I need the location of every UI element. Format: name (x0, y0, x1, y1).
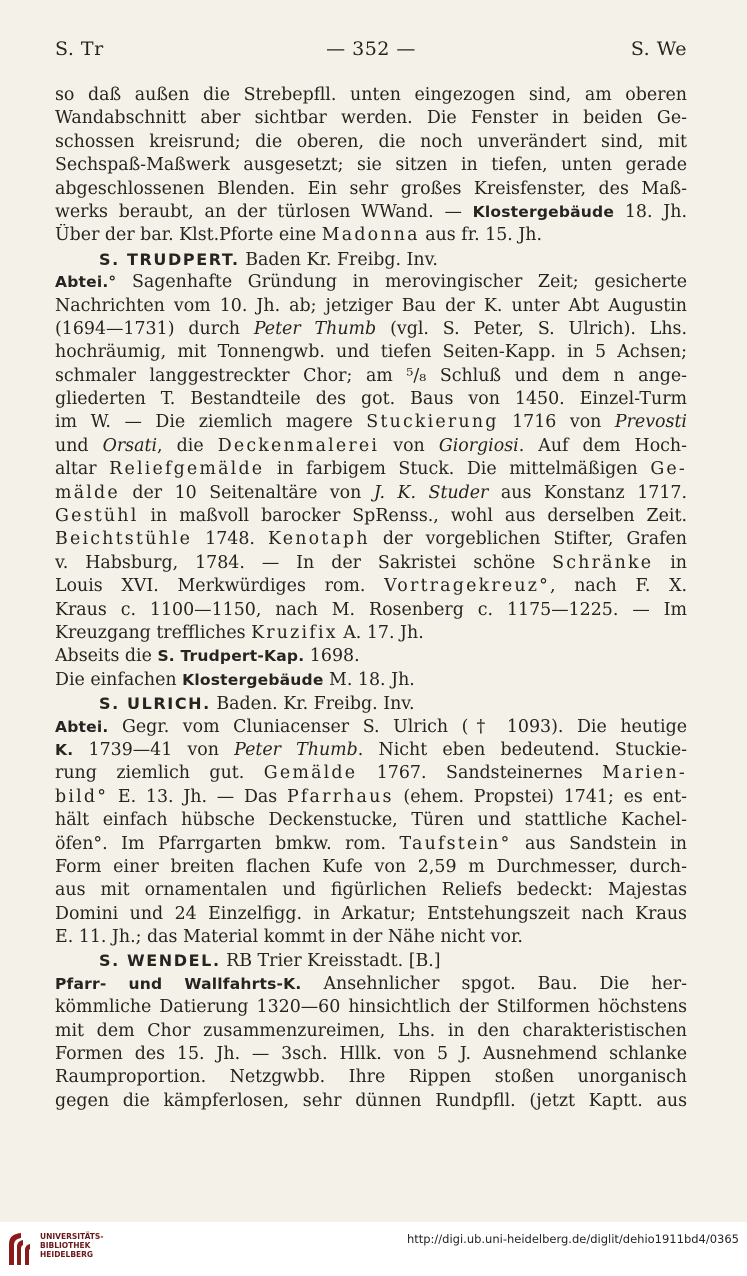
text-run: Gemälde (263, 763, 358, 784)
subheading: S. Trudpert-Kap. (157, 647, 305, 666)
text-run: kömmliche Datierung 1320—60 hinsichtlich der Stilformen höchstens (55, 997, 687, 1018)
text-line (55, 903, 687, 926)
text-run: gliederten T. Bestandteile des got. Baus von 1450. Einzel-Turm (55, 389, 687, 410)
text-run: von (379, 435, 439, 456)
text-run: Formen des 15. Jh. — 3sch. Hllk. von 5 J. Ausnehmend schlanke (55, 1044, 687, 1065)
text-line (55, 154, 687, 177)
text-run: Abseits die (55, 646, 158, 667)
text-run: , die (157, 435, 218, 456)
text-run: Louis XVI. Merkwürdiges rom. (55, 576, 385, 597)
text-line (55, 879, 687, 902)
text-run: 1748. (192, 529, 268, 550)
text-run: . Auf dem Hoch- (518, 435, 687, 456)
text-run: Pfarrhaus (287, 786, 394, 807)
text-run: Kraus c. 1100—1150, nach M. Rosenberg c. 1175—1225. — Im (55, 599, 687, 620)
text-line (55, 599, 687, 622)
text-run: Prevosti (614, 412, 687, 433)
text-run: und (55, 435, 103, 456)
text-line (55, 716, 687, 739)
text-line (55, 365, 687, 388)
text-line (55, 926, 687, 949)
text-line (55, 482, 687, 505)
text-run: Madonna (321, 225, 420, 246)
text-run: Deckenmalerei (217, 435, 380, 456)
text-run: Peter Thumb (234, 739, 358, 760)
text-run: Schränke (552, 552, 654, 573)
text-run: Gestühl (55, 506, 139, 527)
text-run: (ehem. Propstei) 1741; es ent- (393, 786, 687, 807)
body-text (55, 84, 687, 1113)
text-line (55, 435, 687, 458)
text-run: Reliefgemälde (109, 459, 265, 480)
text-run: J. K. Studer (373, 482, 489, 503)
text-line (55, 949, 687, 972)
text-run: Raumproportion. Netzgwbb. Ihre Rippen stoßen unorganisch (55, 1067, 687, 1088)
library-name-line: UNIVERSITÄTS- (40, 1232, 104, 1241)
text-run: E. 13. Jh. — Das (108, 786, 287, 807)
text-run: mälde (55, 482, 120, 503)
text-run: Wandabschnitt aber sichtbar werden. Die Fenster in beiden Ge- (55, 108, 687, 129)
running-head-right: S. We (630, 38, 687, 60)
text-run: aus fr. 15. Jh. (419, 225, 543, 246)
text-run: Kruzifix (251, 622, 338, 643)
text-line (55, 1090, 687, 1113)
text-line (55, 318, 687, 341)
text-run: Gegr. vom Cluniacenser S. Ulrich († 1093). Die heutige (108, 716, 687, 737)
text-line (55, 458, 687, 481)
text-run: Nachrichten vom 10. Jh. ab; jetziger Bau der K. unter Abt Augustin (55, 295, 687, 316)
text-run: in (653, 552, 687, 573)
text-run: Beichtstühle (55, 529, 193, 550)
text-run: Taufstein° (399, 833, 512, 854)
text-line (55, 973, 687, 996)
text-run: Ansehnlicher spgot. Bau. Die her- (301, 973, 687, 994)
text-line (55, 341, 687, 364)
running-head-left: S. Tr (55, 38, 104, 60)
text-run: Baden. Kr. Freibg. Inv. (210, 694, 415, 715)
text-run: , nach F. X. (549, 576, 687, 597)
text-line (55, 739, 687, 762)
text-run: 18. Jh. (614, 201, 687, 222)
text-line (55, 552, 687, 575)
text-run: M. 18. Jh. (323, 669, 415, 690)
text-line (55, 505, 687, 528)
text-run: hochräumig, mit Tonnengwb. und tiefen Seiten-Kapp. in 5 Achsen; (55, 342, 687, 363)
text-line (55, 84, 687, 107)
text-line (55, 996, 687, 1019)
text-line (55, 762, 687, 785)
text-run: aus Sandstein in (511, 833, 687, 854)
text-run: Stuckierung (366, 412, 499, 433)
text-run: Kenotaph (268, 529, 370, 550)
text-line (55, 107, 687, 130)
text-line (55, 833, 687, 856)
text-run: Domini und 24 Einzelfigg. in Arkatur; Entstehungszeit nach Kraus (55, 903, 687, 924)
text-run: 1767. Sandsteinernes (357, 763, 603, 784)
library-name-line: BIBLIOTHEK (40, 1241, 91, 1250)
library-name[interactable] (40, 1232, 103, 1259)
text-run: Über der bar. Klst.Pforte eine (55, 225, 322, 246)
text-line (55, 1066, 687, 1089)
text-run: schossen kreisrund; die oberen, die noch unverändert sind, mit (55, 131, 687, 152)
subheading: Abtei. (55, 717, 109, 736)
text-line (55, 178, 687, 201)
text-run: RB Trier Kreisstadt. [B.] (220, 951, 441, 972)
text-run: Sechspaß-Maßwerk ausgesetzt; sie sitzen in tiefen, unten gerade (55, 155, 687, 176)
text-run: in farbigem Stuck. Die mittelmäßigen (264, 459, 651, 480)
text-run: der 10 Seitenaltäre von (119, 482, 374, 503)
text-line (55, 622, 687, 645)
entry-heading: S. TRUDPERT. (99, 249, 240, 269)
text-run: 1739—41 von (73, 739, 235, 760)
text-run: E. 11. Jh.; das Material kommt in der Nähe nicht vor. (55, 927, 523, 948)
text-line (55, 411, 687, 434)
text-run: Marien- (602, 763, 687, 784)
text-line (55, 295, 687, 318)
subheading: Pfarr- und Wallfahrts-K. (55, 974, 302, 993)
text-run: so daß außen die Strebepfll. unten eingezogen sind, am oberen (55, 85, 687, 105)
text-run: aus mit ornamentalen und figürlichen Reliefs bedeckt: Majestas (55, 880, 687, 901)
university-library-logo-icon[interactable] (6, 1230, 36, 1268)
text-run: werks beraubt, an der türlosen WWand. — (55, 201, 473, 222)
text-run: abgeschlossenen Blenden. Ein sehr großes Kreisfenster, des Maß- (55, 178, 687, 199)
subheading: Klostergebäude (472, 202, 615, 221)
text-run: der vorgeblichen Stifter, Grafen (369, 529, 687, 550)
page-header (55, 38, 687, 64)
text-run: Peter Thumb (253, 318, 377, 339)
text-run: Orsati (102, 435, 158, 456)
text-run: A. 17. Jh. (337, 622, 424, 643)
text-run: altar (55, 459, 110, 480)
permalink-url[interactable]: http://digi.ub.uni-heidelberg.de/diglit/dehio1911bd4/0365 (406, 1232, 739, 1246)
library-name-line: HEIDELBERG (40, 1250, 94, 1259)
text-line (55, 645, 687, 668)
text-run: v. Habsburg, 1784. — In der Sakristei schöne (55, 552, 553, 573)
text-line (55, 1043, 687, 1066)
text-run: aus Konstanz 1717. (488, 482, 687, 503)
text-run: öfen°. Im Pfarrgarten bmkw. rom. (55, 833, 400, 854)
text-run: Vortragekreuz° (384, 576, 550, 597)
text-line (55, 271, 687, 294)
footer-bar (0, 1222, 747, 1276)
text-run: schmaler langgestreckter Chor; am ⁵/₈ Schluß und dem n ange- (55, 365, 687, 386)
text-run: Form einer breiten flachen Kufe von 2,59 m Durchmesser, durch- (55, 856, 687, 877)
text-run: Kreuzgang treffliches (55, 622, 252, 643)
text-run: Giorgiosi (438, 435, 519, 456)
text-line (55, 575, 687, 598)
text-run: . Nicht eben bedeutend. Stuckie- (357, 739, 687, 760)
text-run: Sagenhafte Gründung in merovingischer Zeit; gesicherte (116, 272, 687, 293)
text-run: bild° (55, 786, 109, 807)
text-run: gegen die kämpferlosen, sehr dünnen Rundpfll. (jetzt Kaptt. aus (55, 1090, 687, 1111)
text-run: Die einfachen (55, 669, 183, 690)
text-line (55, 201, 687, 224)
text-run: (vgl. S. Peter, S. Ulrich). Lhs. (376, 318, 687, 339)
text-run: 1716 von (498, 412, 615, 433)
text-line (55, 388, 687, 411)
text-line (55, 248, 687, 271)
text-run: (1694—1731) durch (55, 318, 254, 339)
subheading: Klostergebäude (182, 670, 324, 689)
text-line (55, 224, 687, 247)
entry-heading: S. ULRICH. (99, 694, 211, 714)
text-run: Baden Kr. Freibg. Inv. (239, 249, 438, 270)
text-line (55, 786, 687, 809)
text-run: mit dem Chor zusammenzureimen, Lhs. in den charakteristischen (55, 1020, 687, 1041)
subheading: K. (55, 740, 74, 759)
page-number: — 352 — (326, 38, 416, 60)
subheading: Abtei.° (55, 273, 117, 292)
text-line (55, 131, 687, 154)
text-line (55, 1020, 687, 1043)
text-run: 1698. (304, 646, 360, 667)
text-line (55, 692, 687, 715)
text-run: im W. — Die ziemlich magere (55, 412, 367, 433)
text-run: rung ziemlich gut. (55, 763, 264, 784)
text-line (55, 528, 687, 551)
text-run: in maßvoll barocker SpRenss., wohl aus derselben Zeit. (138, 506, 687, 527)
entry-heading: S. WENDEL. (99, 951, 221, 971)
text-line (55, 856, 687, 879)
text-line (55, 669, 687, 692)
text-run: hält einfach hübsche Deckenstucke, Türen und stattliche Kachel- (55, 810, 687, 831)
text-line (55, 809, 687, 832)
text-run: Ge- (650, 459, 687, 480)
